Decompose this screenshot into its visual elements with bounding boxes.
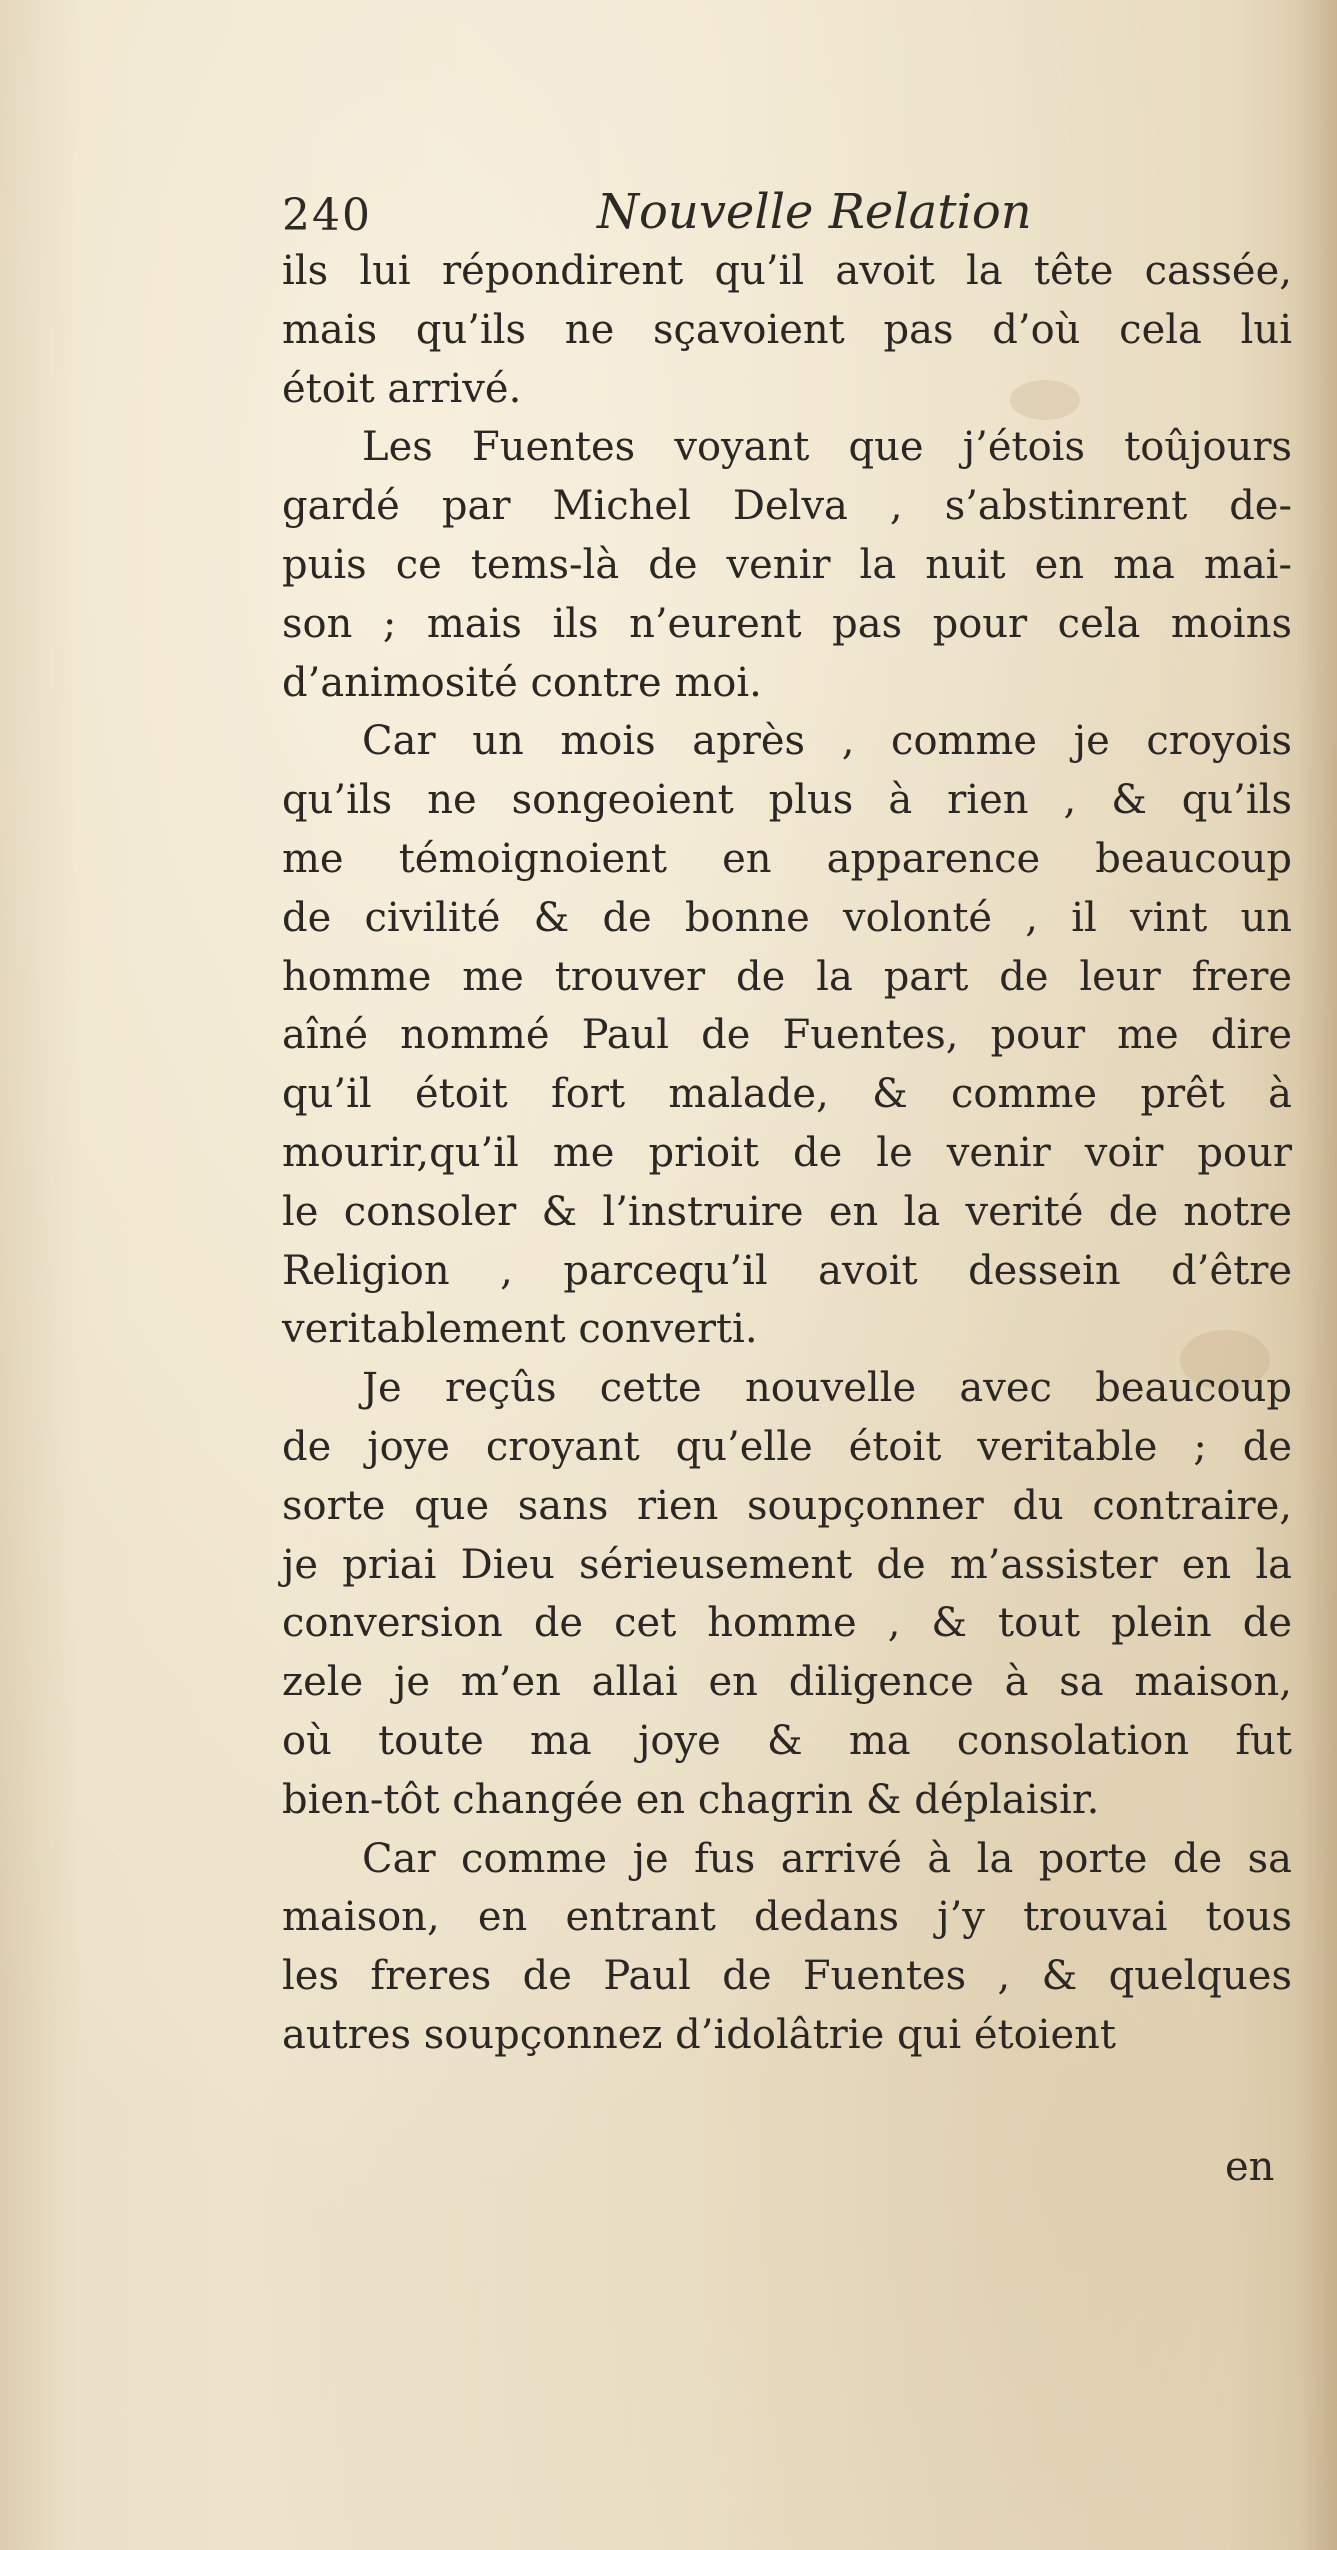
text-line: bien-tôt changée en chagrin & déplaisir. — [282, 1776, 1100, 1823]
text-line: de civilité & de bonne volonté , il vint un — [282, 894, 1292, 941]
text-line: Religion , parcequ’il avoit dessein d’être — [282, 1247, 1292, 1294]
text-line: autres soupçonnez d’idolâtrie qui étoient — [282, 2011, 1116, 2058]
text-line: de joye croyant qu’elle étoit veritable ; de — [282, 1423, 1292, 1470]
text-line: homme me trouver de la part de leur frere — [282, 953, 1292, 1000]
text-line: d’animosité contre moi. — [282, 659, 762, 706]
text-line: me témoignoient en apparence beaucoup — [282, 835, 1292, 882]
running-head — [282, 170, 1282, 250]
text-line: le consoler & l’instruire en la verité de notre — [282, 1188, 1292, 1235]
catchword: en — [1225, 2144, 1275, 2190]
text-line: maison, en entrant dedans j’y trouvai tous — [282, 1894, 1292, 1941]
text-line: où toute ma joye & ma consolation fut — [282, 1717, 1292, 1764]
page-edge-shadow — [1297, 0, 1337, 2550]
page-number: 240 — [282, 190, 372, 241]
text-line: qu’il étoit fort malade, & comme prêt à — [282, 1071, 1292, 1118]
text-line: Car un mois après , comme je croyois — [362, 718, 1292, 765]
text-line: aîné nommé Paul de Fuentes, pour me dire — [282, 1012, 1292, 1059]
text-line: son ; mais ils n’eurent pas pour cela moins — [282, 600, 1292, 647]
text-line: Car comme je fus arrivé à la porte de sa — [362, 1835, 1292, 1882]
body-text — [282, 242, 1292, 2065]
text-line: zele je m’en allai en diligence à sa maison, — [282, 1659, 1292, 1706]
text-line: gardé par Michel Delva , s’abstinrent de- — [282, 483, 1292, 530]
text-line: Je reçûs cette nouvelle avec beaucoup — [362, 1365, 1292, 1412]
text-line: puis ce tems-là de venir la nuit en ma mai- — [282, 541, 1292, 588]
running-title: Nouvelle Relation — [597, 184, 1032, 240]
text-line: Les Fuentes voyant que j’étois toûjours — [362, 424, 1292, 471]
text-line: sorte que sans rien soupçonner du contraire, — [282, 1482, 1292, 1529]
text-line: mourir,qu’il me prioit de le venir voir pour — [282, 1129, 1292, 1176]
text-line: conversion de cet homme , & tout plein de — [282, 1600, 1292, 1647]
text-line: étoit arrivé. — [282, 365, 522, 412]
text-line: je priai Dieu sérieusement de m’assister en la — [282, 1541, 1292, 1588]
text-line: veritablement converti. — [282, 1306, 758, 1353]
text-line: qu’ils ne songeoient plus à rien , & qu’ils — [282, 777, 1292, 824]
text-line: les freres de Paul de Fuentes , & quelques — [282, 1953, 1292, 2000]
text-line: ils lui répondirent qu’il avoit la tête cassée, — [282, 248, 1292, 294]
text-line: mais qu’ils ne sçavoient pas d’où cela lui — [282, 306, 1292, 353]
